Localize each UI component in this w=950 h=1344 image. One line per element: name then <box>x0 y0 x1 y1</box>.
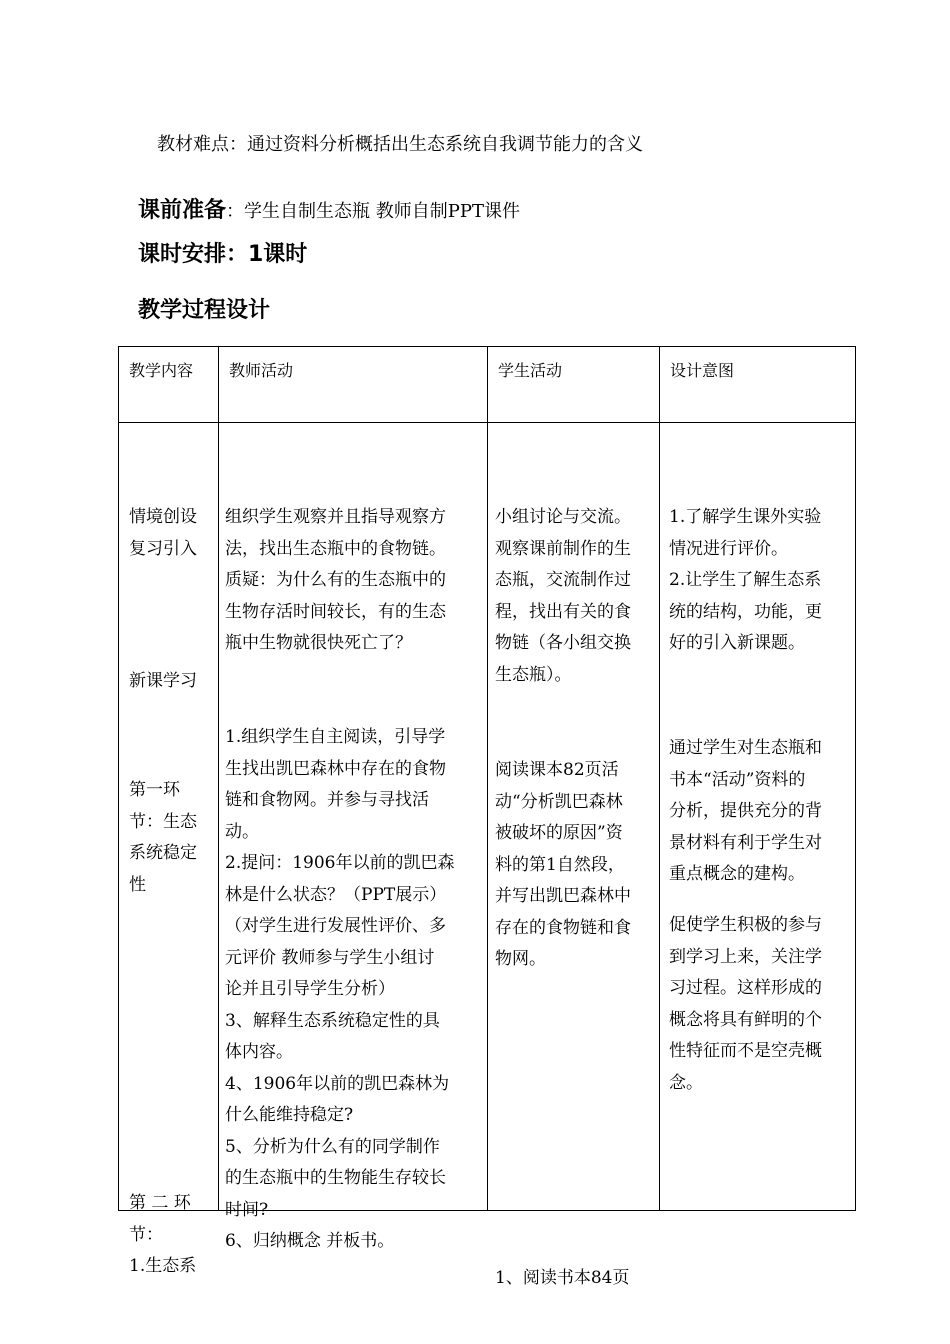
student-line: 被破坏的原因”资 <box>495 823 623 843</box>
content-line: 1.生态系 <box>129 1256 197 1276</box>
teacher-line: 法，找出生态瓶中的食物链。 <box>225 538 446 559</box>
teacher-line: 5、分析为什么有的同学制作 <box>225 1136 440 1157</box>
intent-block <box>669 502 849 660</box>
prep-line <box>138 193 520 224</box>
content-block <box>129 666 209 698</box>
student-line: 动“分析凯巴森林 <box>495 791 623 812</box>
intent-line: 性特征而不是空壳概 <box>669 1041 822 1061</box>
table-header-row <box>119 347 856 423</box>
student-line: 生态瓶）。 <box>495 664 572 685</box>
content-line: 第一环 <box>129 780 180 800</box>
teacher-line: 林是什么状态？（PPT展示） <box>225 884 447 905</box>
student-block <box>495 502 653 691</box>
student-cell <box>488 423 660 1288</box>
intent-line: 概念将具有鲜明的个 <box>669 1009 822 1030</box>
intent-line: 到学习上来，关注学 <box>669 946 822 967</box>
header-content: 教学内容 <box>129 361 194 380</box>
header-cell <box>488 347 660 423</box>
teacher-line: 6、归纳概念 并板书。 <box>225 1231 395 1251</box>
teacher-block <box>225 502 481 660</box>
intent-line: 1.了解学生课外实验 <box>669 507 822 527</box>
student-line: 程，找出有关的食 <box>495 601 631 622</box>
student-line: 观察课前制作的生 <box>495 538 631 559</box>
student-line: 物网。 <box>495 949 546 969</box>
intent-line: 重点概念的建构。 <box>669 864 805 884</box>
student-line: 存在的食物链和食 <box>495 917 631 938</box>
content-line: 情境创设 <box>129 507 197 527</box>
header-intent: 设计意图 <box>670 361 735 380</box>
teacher-line: （对学生进行发展性评价、多 <box>225 916 446 936</box>
teacher-line: 组织学生观察并且指导观察方 <box>225 507 446 527</box>
table-row <box>119 423 856 1211</box>
header-cell <box>660 347 856 423</box>
teacher-line: 论并且引导学生分析） <box>225 979 395 999</box>
teacher-line: 什么能维持稳定? <box>225 1105 354 1125</box>
teacher-cell <box>219 423 488 1251</box>
intent-line: 分析，提供充分的背 <box>669 801 822 821</box>
intent-line: 景材料有利于学生对 <box>669 832 822 853</box>
content-line: 新课学习 <box>129 671 197 691</box>
intent-line: 书本“活动”资料的 <box>669 769 806 790</box>
student-line: 物链（各小组交换 <box>495 633 631 653</box>
content-cell <box>119 423 219 1276</box>
teacher-line: 质疑：为什么有的生态瓶中的 <box>225 570 446 590</box>
intent-line: 统的结构，功能，更 <box>669 601 822 622</box>
teacher-line: 元评价 教师参与学生小组讨 <box>225 947 435 968</box>
teacher-line: 瓶中生物就很快死亡了？ <box>225 633 412 653</box>
intent-line: 情况进行评价。 <box>669 538 788 559</box>
header-cell <box>119 347 219 423</box>
student-line: 1、阅读书本84页 <box>495 1268 630 1288</box>
header-cell <box>219 347 488 423</box>
teacher-line: 4、1906年以前的凯巴森林为 <box>225 1073 450 1094</box>
content-line: 性 <box>129 874 146 895</box>
teacher-line: 链和食物网。并参与寻找活 <box>225 790 429 810</box>
header-teacher: 教师活动 <box>229 361 294 380</box>
intent-line: 习过程。这样形成的 <box>669 978 822 998</box>
intent-block <box>669 733 849 891</box>
teacher-line: 时间? <box>225 1199 269 1220</box>
prep-text: ：学生自制生态瓶 教师自制PPT课件 <box>226 201 520 222</box>
teacher-block <box>225 722 481 1258</box>
teacher-line: 2.提问：1906年以前的凯巴森 <box>225 853 455 873</box>
prep-label: 课前准备 <box>138 198 227 223</box>
student-line: 并写出凯巴森林中 <box>495 886 631 906</box>
content-line: 系统稳定 <box>129 843 197 863</box>
intent-line: 2.让学生了解生态系 <box>669 570 822 590</box>
lesson-table <box>118 346 856 1288</box>
intent-block <box>669 910 849 1099</box>
teacher-line: 的生态瓶中的生物能生存较长 <box>225 1168 446 1188</box>
time-line: 课时安排：1课时 <box>138 242 308 267</box>
intent-cell <box>660 423 856 1211</box>
content-line: 复习引入 <box>129 538 197 559</box>
teacher-line: 体内容。 <box>225 1042 293 1062</box>
teacher-line: 生物存活时间较长，有的生态 <box>225 601 446 622</box>
process-title: 教学过程设计 <box>138 298 271 323</box>
student-line: 小组讨论与交流。 <box>495 507 631 527</box>
teacher-line: 动。 <box>225 821 259 842</box>
student-block <box>495 1263 653 1295</box>
content-line: 节：生态 <box>129 811 197 832</box>
content-block <box>129 1188 209 1283</box>
student-line: 态瓶，交流制作过 <box>495 570 631 590</box>
content-line: 第 二 环 <box>129 1193 191 1213</box>
content-block <box>129 502 209 565</box>
content-line: 节： <box>129 1224 163 1245</box>
teacher-line: 3、解释生态系统稳定性的具 <box>225 1010 440 1031</box>
intent-line: 促使学生积极的参与 <box>669 915 822 935</box>
teacher-line: 生找出凯巴森林中存在的食物 <box>225 758 446 779</box>
intent-line: 念。 <box>669 1072 703 1093</box>
content-block <box>129 775 209 901</box>
difficulty-line: 教材难点：通过资料分析概括出生态系统自我调节能力的含义 <box>157 134 643 155</box>
intent-line: 好的引入新课题。 <box>669 633 805 653</box>
student-line: 料的第1自然段， <box>495 854 625 875</box>
student-line: 阅读课本82页活 <box>495 760 619 780</box>
teacher-line: 1.组织学生自主阅读，引导学 <box>225 727 446 747</box>
header-student: 学生活动 <box>498 361 563 380</box>
intent-line: 通过学生对生态瓶和 <box>669 738 822 758</box>
student-block <box>495 755 653 976</box>
